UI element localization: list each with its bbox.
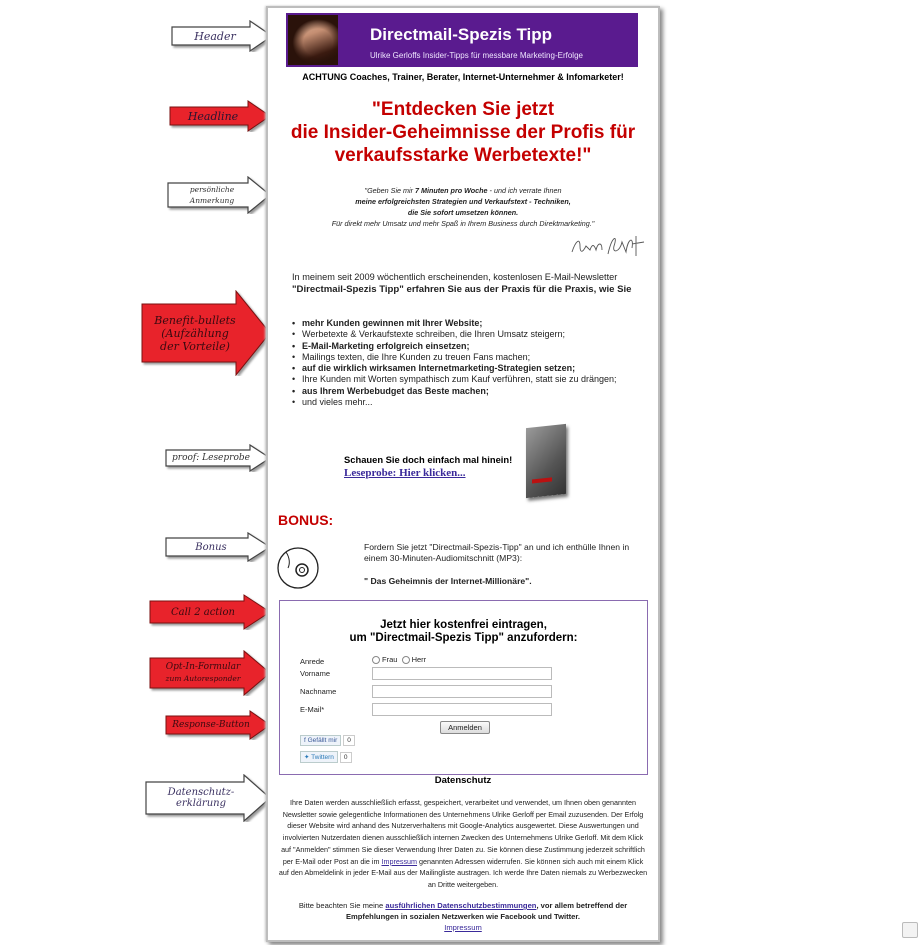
annotation-proof: proof: Leseprobe [164,444,272,472]
footer: Bitte beachten Sie meine ausführlichen Datenschutzbestimmungen, vor allem betreffend der Empfehlungen in sozialen Netzwerken wie Facebook und Twitter. Impressum [298,901,628,932]
headline: "Entdecken Sie jetzt die Insider-Geheimnisse der Profis für verkaufsstarke Werbetexte!" [290,99,636,166]
facebook-like[interactable]: f Gefällt mir 0 [300,735,355,746]
annotation-cta: Call 2 action [148,594,272,630]
benefit-item: • auf die wirklich wirksamen Internetmarketing-Strategien setzen; [292,363,642,374]
optin-form [279,600,648,775]
benefit-list [292,318,642,408]
firstname-input[interactable] [372,667,552,680]
book-cover-image[interactable] [526,424,566,498]
email-input[interactable] [372,703,552,716]
bonus-text: Fordern Sie jetzt "Directmail-Spezis-Tipp" an und ich enthülle Ihnen in einem 30-Minuten-Audiomitschnitt (MP3): " Das Geheimnis der Internet-Millionäre". [364,542,630,586]
annotation-headline: Headline [168,100,272,132]
benefit-item: • E-Mail-Marketing erfolgreich einsetzen; [292,341,642,352]
privacy-policy-link[interactable]: ausführlichen Datenschutzbestimmungen [385,901,537,910]
salutation-radios: Frau Herr [372,655,426,664]
annotation-privacy: Datenschutz- erklärung [144,774,272,822]
annotation-bonus: Bonus [164,532,272,562]
lastname-input[interactable] [372,685,552,698]
impressum-link[interactable]: Impressum [444,923,482,932]
facebook-icon: f [304,737,306,744]
landing-page [266,6,660,942]
note-line1: persönliche [189,185,235,194]
reading-sample-link[interactable]: Leseprobe: Hier klicken... [344,467,466,479]
intro-text: In meinem seit 2009 wöchentlich erscheinenden, kostenlosen E-Mail-Newsletter "Directmail-Spezis Tipp" erfahren Sie aus der Praxis für die Praxis, wie Sie [292,272,632,295]
annotation-header: Header [170,20,274,52]
form-heading: Jetzt hier kostenfrei eintragen, um "Directmail-Spezis Tipp" anzufordern: [349,619,578,644]
annotation-note [166,176,272,214]
header-banner [286,13,638,67]
target-audience: ACHTUNG Coaches, Trainer, Berater, Internet-Unternehmer & Infomarketer! [302,72,624,82]
header-title: Directmail-Spezis Tipp [370,25,553,44]
privacy-heading: Datenschutz [434,775,492,786]
twitter-icon: ✦ [304,754,310,761]
radio-herr[interactable] [402,656,410,664]
annotation-benefit: Benefit-bullets (Aufzählung der Vorteile) [140,290,272,376]
benefit-item: • aus Ihrem Werbebudget das Beste machen; [292,386,642,397]
twitter-button[interactable]: ✦ Twittern 0 [300,751,352,763]
cd-icon [276,542,326,592]
benefit-item: • mehr Kunden gewinnen mit Ihrer Website; [292,318,642,329]
personal-note: "Geben Sie mir 7 Minuten pro Woche - und ich verrate Ihnen meine erfolgreichsten Strategien und Verkaufstext - Techniken, die Sie sofort umsetzen können. Für direkt mehr Umsatz und mehr Spaß in Ihrem Business durch Direktmarketing." [331,186,595,228]
author-photo [288,15,338,65]
benefit-item: • und vieles mehr... [292,397,642,408]
scroll-corner-icon[interactable] [902,922,918,938]
benefit-item: • Werbetexte & Verkaufstexte schreiben, die Ihren Umsatz steigern; [292,329,642,340]
email-label: E-Mail* [300,705,325,714]
reading-sample: Schauen Sie doch einfach mal hinein! Leseprobe: Hier klicken... [344,454,513,479]
header-subtitle: Ulrike Gerloffs Insider-Tipps für messbare Marketing-Erfolge [370,51,583,60]
benefit-item: • Ihre Kunden mit Worten sympathisch zum Kauf verführen, statt sie zu drängen; [292,374,642,385]
benefit-item: • Mailings texten, die Ihre Kunden zu treuen Fans machen; [292,352,642,363]
impressum-inline-link[interactable]: Impressum [381,856,418,866]
lastname-label: Nachname [300,687,337,696]
bonus-heading: BONUS: [278,512,334,528]
submit-button[interactable]: Anmelden [440,721,490,734]
signature [568,232,648,258]
salutation-label: Anrede [300,657,325,666]
privacy-text: Ihre Daten werden ausschließlich erfasst, gespeichert, verarbeitet und verwendet, um Ihnen oben genannten Newsletter sowie gelegentliche Informationen des Unternehmens Ulrike Gerloff per Email zuzusenden. Der Erfolg dieser Website wird anhand des Nutzerverhaltens mit Google-Analytics ausgewertet. Diese Auswertungen und involvierten Nutzerdaten dienen ausschließlich internen Zwecken des Unternehmens Ulrike Gerloff. Mit dem Klick auf "Anmelden" stimmen Sie dieser Verwendung Ihrer Daten zu. Sie können diese Zustimmung jederzeit schriftlich per E-Mail oder Post an die im Impressum genannten Adressen widerrufen. Sie können sich auch mit einem Klick auf den Abmeldelink in jeder E-Mail aus der Mailingliste austragen. Ich werde Ihre Daten niemals zu Werbezwecken an Dritte weitergeben. [278,798,648,889]
firstname-label: Vorname [300,669,331,678]
annotation-response: Response-Button [164,710,272,740]
note-line2: Anmerkung [189,196,235,205]
radio-frau[interactable] [372,656,380,664]
annotation-optin: Opt-In-Formular zum Autoresponder [148,650,272,696]
